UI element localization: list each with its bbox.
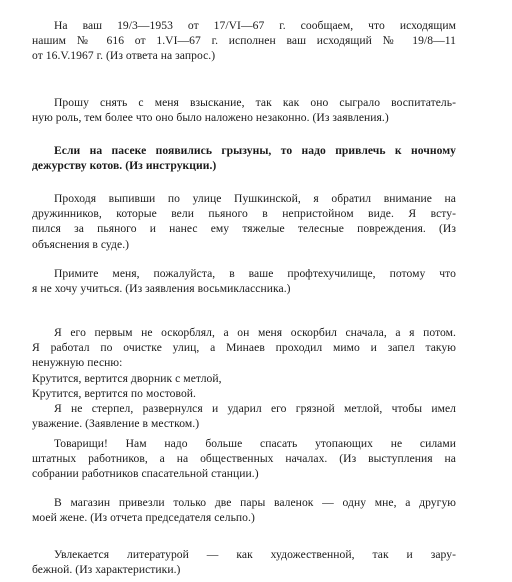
text-line: объяснения в суде.): [32, 237, 130, 251]
text-line: от 16.V.1967 г. (Из ответа на запрос.): [32, 49, 216, 63]
paragraph-union-statement: [32, 325, 456, 431]
paragraph-penalty-request: [32, 95, 456, 125]
paragraph-rescue-speech: [32, 436, 456, 482]
text-line: нашим № 616 от 1.VI—67 г. исполнен ваш исходящий № 19/8—11: [32, 34, 456, 48]
text-line: Товарищи! Нам надо больше спасать утопающих не силами: [54, 437, 456, 450]
text-line: я не хочу учиться. (Из заявления восьмиклассника.): [32, 282, 291, 296]
text-line: ную роль, тем более что оно было наложено незаконно. (Из заявления.): [32, 111, 389, 125]
song-line: Крутится, вертится дворник с метлой,: [32, 371, 222, 385]
text-line: бежной. (Из характеристики.): [32, 563, 181, 577]
paragraph-reference: [32, 547, 456, 577]
paragraph-store-report: [32, 495, 456, 525]
text-line: Примите меня, пожалуйста, в ваше профтехучилище, потому что: [54, 267, 456, 280]
text-line: моей жене. (Из отчета председателя сельпо.): [32, 511, 255, 525]
text-line: Если на пасеке появились грызуны, то надо привлечь к ночному: [54, 144, 456, 157]
text-line: Увлекается литературой — как художественной, так и зару-: [54, 548, 456, 561]
text-line: дежурству котов. (Из инструкции.): [32, 159, 217, 173]
text-line: пился за пьяного и нанес ему тяжелые телесные повреждения. (Из: [32, 222, 456, 236]
text-line: Я его первым не оскорблял, а он меня оскорбил сначала, а я потом.: [54, 326, 456, 339]
text-line: В магазин привезли только две пары валенок — одну мне, а другую: [54, 496, 456, 509]
text-line: Проходя выпивши по улице Пушкинской, я обратил внимание на: [54, 192, 456, 205]
paragraph-court-explanation: [32, 191, 456, 252]
text-line: Я работал по очистке улиц, а Минаев проходил мимо и запел такую: [32, 341, 456, 355]
text-line: дружинников, которые вели пьяного в непристойном виде. Я всту-: [32, 207, 456, 221]
paragraph-reply-to-request: [32, 18, 456, 64]
paragraph-school-application: [32, 266, 456, 296]
text-line: Я не стерпел, развернулся и ударил его грязной метлой, чтобы имел: [54, 402, 456, 416]
text-line: ненужную песню:: [32, 356, 123, 370]
text-line: уважение. (Заявление в местком.): [32, 417, 200, 431]
text-line: штатных работников, а на общественных началах. (Из выступления на: [32, 452, 456, 466]
paragraph-instruction-bold: [32, 143, 456, 173]
song-line: Крутится, вертится по мостовой.: [32, 386, 197, 400]
text-line: На ваш 19/3—1953 от 17/VI—67 г. сообщаем, что исходящим: [54, 19, 456, 32]
text-line: собрании работников спасательной станции.): [32, 467, 259, 481]
text-line: Прошу снять с меня взыскание, так как оно сыграло воспитатель-: [54, 96, 456, 109]
